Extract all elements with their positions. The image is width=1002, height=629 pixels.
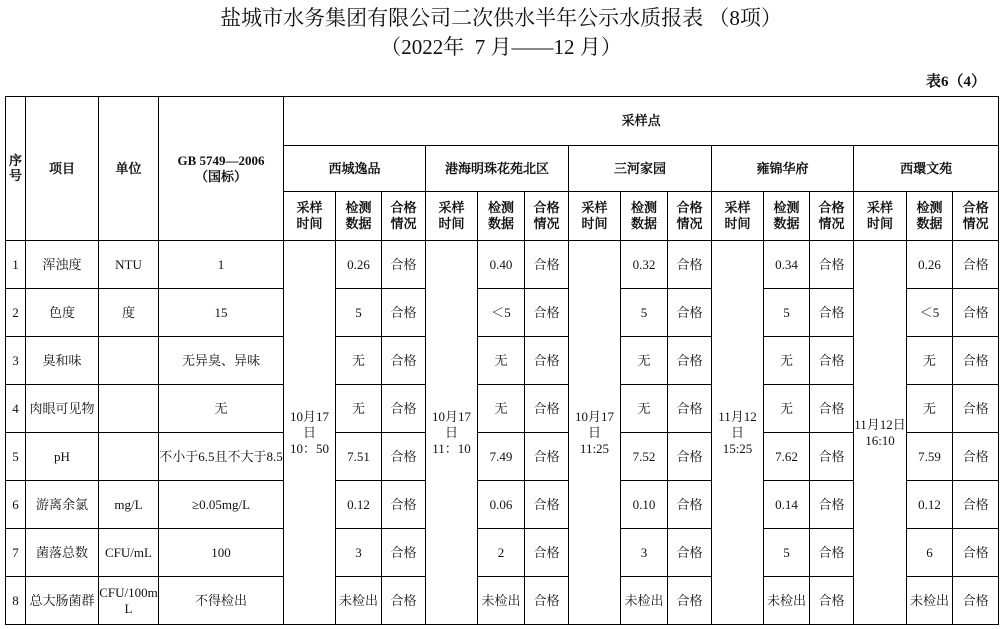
result-status: 合格 <box>382 337 426 385</box>
col-compliance <box>382 192 426 241</box>
standard-limit: 无异臭、异味 <box>159 337 284 385</box>
result-value: 5 <box>336 289 382 337</box>
result-status: 合格 <box>810 577 854 625</box>
site-name: 三河家园 <box>569 146 712 192</box>
standard-limit: 不得检出 <box>159 577 284 625</box>
result-status: 合格 <box>668 289 712 337</box>
result-value: 未检出 <box>764 577 810 625</box>
site-name: 雍锦华府 <box>712 146 854 192</box>
result-value: 无 <box>764 385 810 433</box>
col-sample-time-label: 采样时间 <box>438 200 465 231</box>
col-compliance <box>525 192 569 241</box>
result-status: 合格 <box>525 289 569 337</box>
result-value: 无 <box>907 385 953 433</box>
col-sample-time <box>284 192 336 241</box>
header-row-1 <box>6 97 999 146</box>
result-status: 合格 <box>382 433 426 481</box>
result-value: 无 <box>764 337 810 385</box>
sample-time-cell <box>426 241 478 625</box>
unit: 度 <box>99 289 159 337</box>
table-number: 表6（4） <box>925 74 986 90</box>
result-value: 无 <box>336 337 382 385</box>
table-row <box>6 481 999 529</box>
item-name: 浑浊度 <box>26 241 99 289</box>
result-value: 7.59 <box>907 433 953 481</box>
unit <box>99 433 159 481</box>
table-row <box>6 337 999 385</box>
sample-time-cell <box>569 241 621 625</box>
result-value: 5 <box>764 529 810 577</box>
result-status: 合格 <box>810 385 854 433</box>
sample-date: 11月12日 <box>854 416 906 432</box>
result-value: 7.51 <box>336 433 382 481</box>
result-status: 合格 <box>382 241 426 289</box>
standard-limit: ≥0.05mg/L <box>159 481 284 529</box>
water-quality-table <box>5 96 999 625</box>
result-status: 合格 <box>525 385 569 433</box>
col-test-data-label: 检测数据 <box>487 200 514 231</box>
table-row <box>6 241 999 289</box>
result-value: 5 <box>621 289 668 337</box>
unit <box>99 337 159 385</box>
item-name: 游离余氯 <box>26 481 99 529</box>
unit <box>99 385 159 433</box>
result-status: 合格 <box>668 529 712 577</box>
item-name: 肉眼可见物 <box>26 385 99 433</box>
col-sample-time-label: 采样时间 <box>724 200 751 231</box>
col-test-data-label: 检测数据 <box>630 200 657 231</box>
unit: mg/L <box>99 481 159 529</box>
result-value: 0.40 <box>478 241 525 289</box>
result-status: 合格 <box>953 481 999 529</box>
result-value: 无 <box>621 337 668 385</box>
result-status: 合格 <box>382 529 426 577</box>
result-value: 无 <box>478 385 525 433</box>
sample-clock: 11：10 <box>432 440 471 456</box>
row-number: 7 <box>6 529 26 577</box>
col-test-data <box>478 192 525 241</box>
header-no <box>6 97 26 241</box>
col-sample-time <box>854 192 907 241</box>
header-sampling-points: 采样点 <box>284 97 999 146</box>
col-sample-time <box>712 192 764 241</box>
item-name: 菌落总数 <box>26 529 99 577</box>
row-number: 5 <box>6 433 26 481</box>
unit: CFU/100mL <box>99 577 159 625</box>
result-status: 合格 <box>525 529 569 577</box>
header-standard-note: （国标） <box>194 168 247 184</box>
sample-clock: 15:25 <box>722 440 753 456</box>
standard-limit: 100 <box>159 529 284 577</box>
unit: NTU <box>99 241 159 289</box>
sample-date: 11月12日 <box>718 408 757 440</box>
result-value: 0.26 <box>336 241 382 289</box>
sample-date: 10月17日 <box>431 408 471 440</box>
result-value: 2 <box>478 529 525 577</box>
result-value: 0.06 <box>478 481 525 529</box>
result-value: 未检出 <box>478 577 525 625</box>
result-status: 合格 <box>810 481 854 529</box>
result-value: ＜5 <box>478 289 525 337</box>
col-compliance-label: 合格情况 <box>390 200 417 231</box>
standard-limit: 无 <box>159 385 284 433</box>
table-row <box>6 433 999 481</box>
row-number: 3 <box>6 337 26 385</box>
col-compliance <box>668 192 712 241</box>
result-status: 合格 <box>668 481 712 529</box>
result-status: 合格 <box>382 577 426 625</box>
table-row <box>6 385 999 433</box>
sample-clock: 16:10 <box>865 432 895 448</box>
row-number: 1 <box>6 241 26 289</box>
result-status: 合格 <box>525 577 569 625</box>
col-sample-time-label: 采样时间 <box>581 200 608 231</box>
result-status: 合格 <box>810 337 854 385</box>
result-status: 合格 <box>810 241 854 289</box>
result-status: 合格 <box>668 577 712 625</box>
header-standard-code: GB 5749—2006 <box>177 152 265 168</box>
result-status: 合格 <box>810 433 854 481</box>
result-value: 无 <box>907 337 953 385</box>
table-row <box>6 577 999 625</box>
report-period: （2022年 7 月——12 月） <box>380 35 622 59</box>
table-row <box>6 529 999 577</box>
result-value: 0.10 <box>621 481 668 529</box>
col-test-data <box>621 192 668 241</box>
standard-limit: 不小于6.5且不大于8.5 <box>159 433 284 481</box>
sample-time-cell <box>854 241 907 625</box>
result-value: 无 <box>621 385 668 433</box>
result-status: 合格 <box>953 433 999 481</box>
header-no-label: 序号 <box>9 153 23 183</box>
result-value: 0.12 <box>336 481 382 529</box>
item-name: 臭和味 <box>26 337 99 385</box>
col-test-data-label: 检测数据 <box>773 200 800 231</box>
result-status: 合格 <box>810 529 854 577</box>
result-value: 0.14 <box>764 481 810 529</box>
header-standard <box>159 97 284 241</box>
result-value: 0.26 <box>907 241 953 289</box>
result-value: 未检出 <box>907 577 953 625</box>
result-status: 合格 <box>668 337 712 385</box>
result-status: 合格 <box>382 385 426 433</box>
result-value: ＜5 <box>907 289 953 337</box>
result-value: 3 <box>621 529 668 577</box>
unit: CFU/mL <box>99 529 159 577</box>
result-value: 0.12 <box>907 481 953 529</box>
result-status: 合格 <box>953 241 999 289</box>
sample-time-cell <box>712 241 764 625</box>
header-item: 项目 <box>26 97 99 241</box>
result-value: 7.52 <box>621 433 668 481</box>
row-number: 2 <box>6 289 26 337</box>
site-name: 西城逸品 <box>284 146 426 192</box>
result-status: 合格 <box>382 289 426 337</box>
result-status: 合格 <box>525 241 569 289</box>
result-value: 7.49 <box>478 433 525 481</box>
result-value: 7.62 <box>764 433 810 481</box>
col-compliance-label: 合格情况 <box>962 200 989 231</box>
standard-limit: 15 <box>159 289 284 337</box>
site-name: 西環文苑 <box>854 146 999 192</box>
result-value: 未检出 <box>621 577 668 625</box>
col-compliance-label: 合格情况 <box>533 200 560 231</box>
row-number: 6 <box>6 481 26 529</box>
result-status: 合格 <box>953 577 999 625</box>
item-name: 总大肠菌群 <box>26 577 99 625</box>
result-value: 0.34 <box>764 241 810 289</box>
col-test-data <box>336 192 382 241</box>
table-row <box>6 289 999 337</box>
result-status: 合格 <box>525 337 569 385</box>
result-status: 合格 <box>953 529 999 577</box>
result-status: 合格 <box>382 481 426 529</box>
col-sample-time-label: 采样时间 <box>296 200 323 231</box>
result-value: 5 <box>764 289 810 337</box>
result-value: 无 <box>336 385 382 433</box>
col-test-data <box>907 192 953 241</box>
sample-clock: 11:25 <box>579 440 610 456</box>
col-compliance-label: 合格情况 <box>676 200 703 231</box>
row-number: 4 <box>6 385 26 433</box>
col-compliance <box>953 192 999 241</box>
result-value: 未检出 <box>336 577 382 625</box>
result-value: 0.32 <box>621 241 668 289</box>
sample-date: 10月17日 <box>289 408 329 440</box>
item-name: 色度 <box>26 289 99 337</box>
sample-date: 10月17日 <box>574 408 614 440</box>
header-unit: 单位 <box>99 97 159 241</box>
col-compliance-label: 合格情况 <box>818 200 845 231</box>
item-name: pH <box>26 433 99 481</box>
col-sample-time <box>426 192 478 241</box>
col-test-data <box>764 192 810 241</box>
result-value: 6 <box>907 529 953 577</box>
result-value: 3 <box>336 529 382 577</box>
result-status: 合格 <box>953 289 999 337</box>
col-sample-time <box>569 192 621 241</box>
result-status: 合格 <box>953 337 999 385</box>
col-compliance <box>810 192 854 241</box>
sample-time-cell <box>284 241 336 625</box>
result-status: 合格 <box>668 241 712 289</box>
result-status: 合格 <box>525 481 569 529</box>
result-status: 合格 <box>953 385 999 433</box>
row-number: 8 <box>6 577 26 625</box>
result-status: 合格 <box>810 289 854 337</box>
result-status: 合格 <box>668 433 712 481</box>
result-status: 合格 <box>525 433 569 481</box>
result-value: 无 <box>478 337 525 385</box>
standard-limit: 1 <box>159 241 284 289</box>
result-status: 合格 <box>668 385 712 433</box>
sample-clock: 10：50 <box>289 440 329 456</box>
site-name: 港海明珠花苑北区 <box>426 146 569 192</box>
col-test-data-label: 检测数据 <box>345 200 372 231</box>
col-test-data-label: 检测数据 <box>916 200 943 231</box>
col-sample-time-label: 采样时间 <box>866 200 893 231</box>
report-title: 盐城市水务集团有限公司二次供水半年公示水质报表 （8项） <box>220 6 782 30</box>
